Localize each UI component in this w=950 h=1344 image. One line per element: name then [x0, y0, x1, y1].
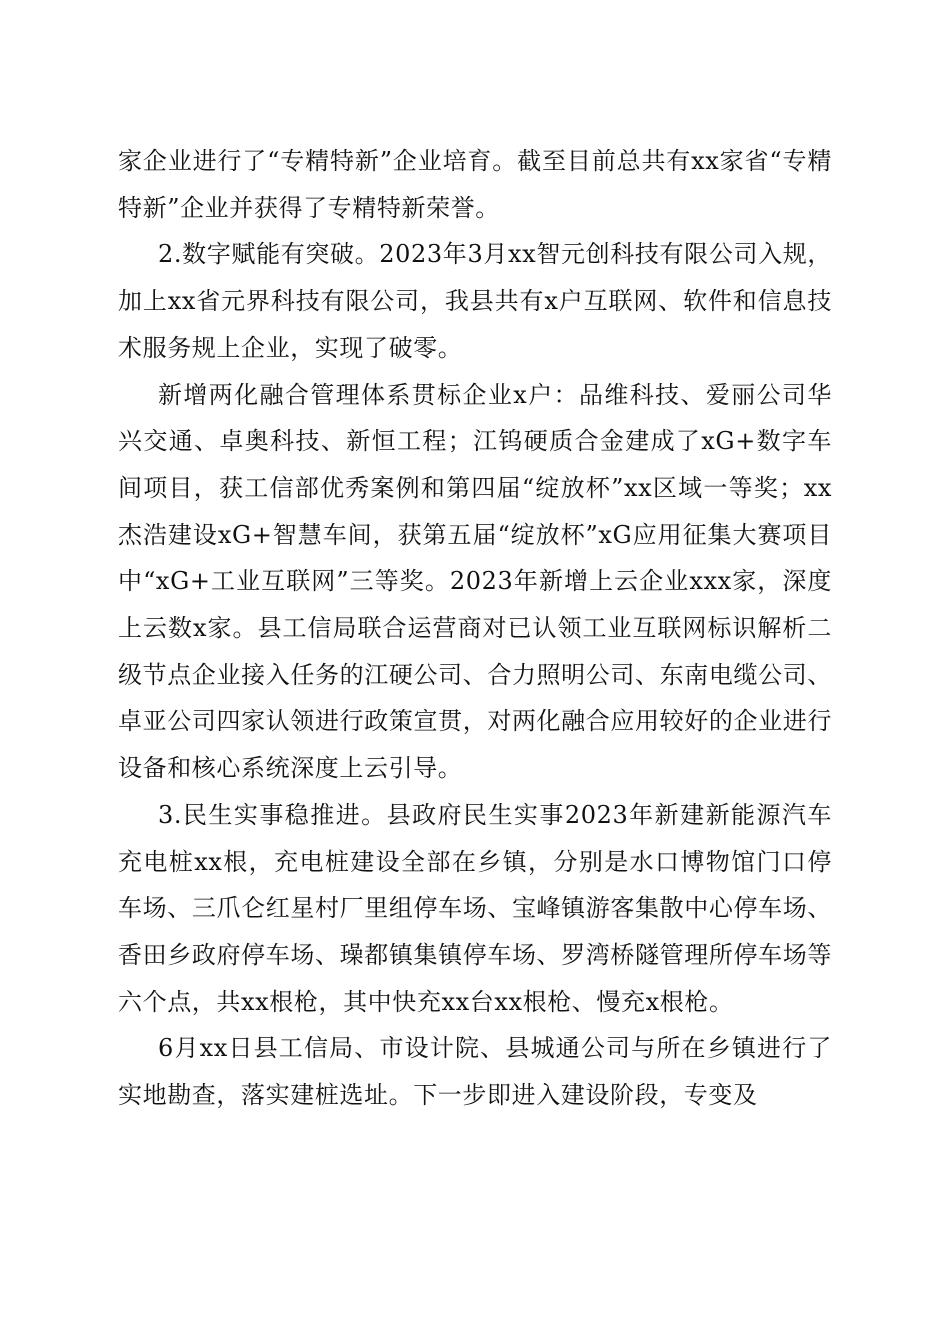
- paragraph-continued-specialized-enterprises: 家企业进行了“专精特新”企业培育。截至目前总共有xx家省“专精特新”企业并获得了专精特新荣誉。: [118, 147, 832, 222]
- body-text: [118, 138, 832, 1119]
- paragraph-integration-management: 新增两化融合管理体系贯标企业x户：品维科技、爱丽公司华兴交通、卓奥科技、新恒工程；江钨硬质合金建成了xG+数字车间项目，获工信部优秀案例和第四届“绽放杯”xx区域一等奖；xx杰浩建设xG+智慧车间，获第五届“绽放杯”xG应用征集大赛项目中“xG+工业互联网”三等奖。2023年新增上云企业xxx家，深度上云数x家。县工信局联合运营商对已认领工业互联网标识解析二级节点企业接入任务的江硬公司、合力照明公司、东南电缆公司、卓亚公司四家认领进行政策宣贯，对两化融合应用较好的企业进行设备和核心系统深度上云引导。: [118, 380, 832, 783]
- paragraph-digital-empowerment: 2.数字赋能有突破。2023年3月xx智元创科技有限公司入规，加上xx省元界科技有限公司，我县共有x户互联网、软件和信息技术服务规上企业，实现了破零。: [118, 240, 832, 362]
- paragraph-site-survey: 6月xx日县工信局、市设计院、县城通公司与所在乡镇进行了实地勘查，落实建桩选址。下一步即进入建设阶段，专变及: [118, 1034, 832, 1110]
- paragraph-livelihood-projects: 3.民生实事稳推进。县政府民生实事2023年新建新能源汽车充电桩xx根，充电桩建设全部在乡镇，分别是水口博物馆门口停车场、三爪仑红星村厂里组停车场、宝峰镇游客集散中心停车场、香田乡政府停车场、璪都镇集镇停车场、罗湾桥隧管理所停车场等六个点，共xx根枪，其中快充xx台xx根枪、慢充x根枪。: [118, 800, 832, 1016]
